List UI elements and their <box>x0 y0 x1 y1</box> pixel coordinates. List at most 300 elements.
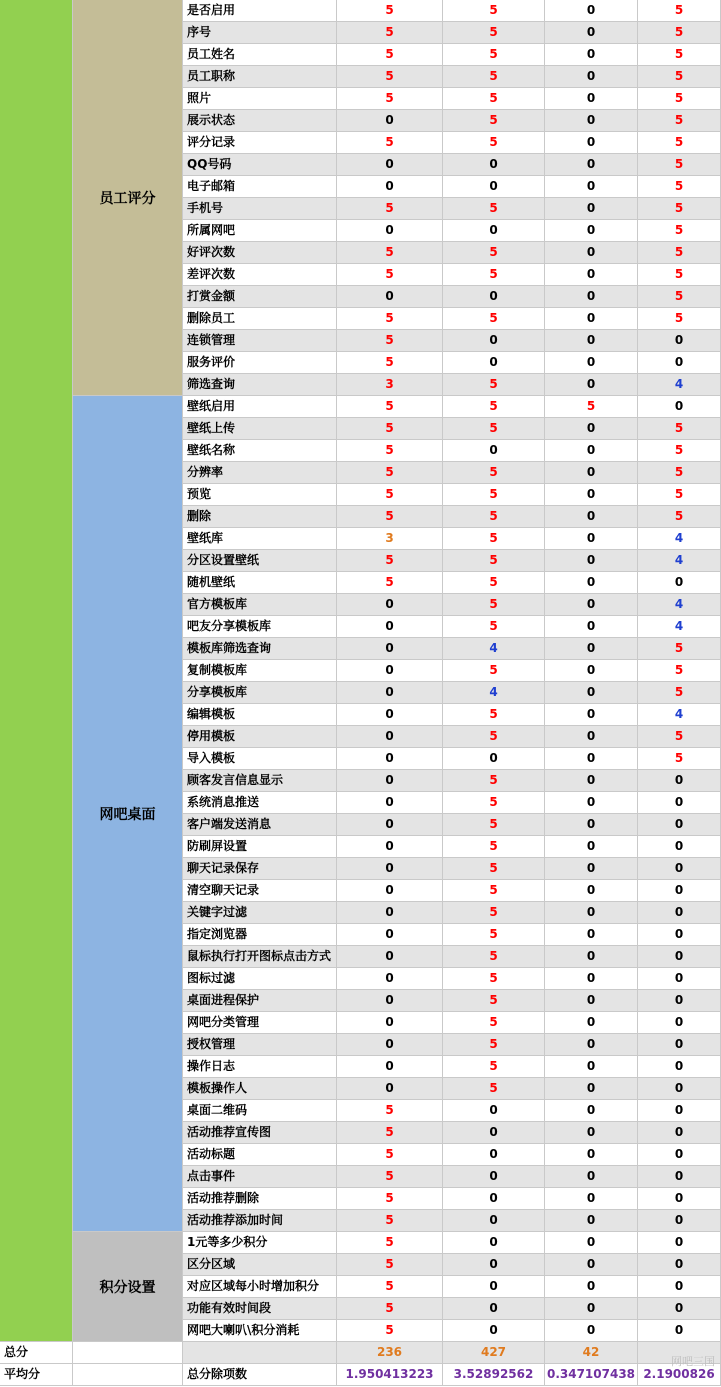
item-name: 模板库筛选查询 <box>183 638 337 660</box>
score-cell: 5 <box>337 1122 443 1144</box>
score-cell: 5 <box>443 110 545 132</box>
item-name: 对应区域每小时增加积分 <box>183 1276 337 1298</box>
score-cell: 5 <box>638 726 721 748</box>
score-cell: 0 <box>545 484 638 506</box>
score-cell: 5 <box>638 682 721 704</box>
score-cell: 4 <box>443 682 545 704</box>
score-cell: 5 <box>337 440 443 462</box>
score-cell: 5 <box>443 968 545 990</box>
score-cell: 5 <box>337 264 443 286</box>
score-cell: 0 <box>443 1320 545 1342</box>
score-cell: 5 <box>337 506 443 528</box>
item-name: 活动标题 <box>183 1144 337 1166</box>
score-cell: 0 <box>638 792 721 814</box>
score-cell: 0 <box>545 1320 638 1342</box>
score-cell: 0 <box>638 1166 721 1188</box>
score-cell: 0 <box>638 858 721 880</box>
score-cell: 0 <box>545 748 638 770</box>
score-cell: 5 <box>337 242 443 264</box>
item-name: 好评次数 <box>183 242 337 264</box>
score-cell: 4 <box>638 704 721 726</box>
score-cell: 0 <box>337 154 443 176</box>
score-cell: 0 <box>545 814 638 836</box>
score-cell: 0 <box>545 792 638 814</box>
score-cell: 5 <box>443 924 545 946</box>
score-cell: 5 <box>337 1254 443 1276</box>
item-name: 图标过滤 <box>183 968 337 990</box>
score-cell: 5 <box>638 66 721 88</box>
score-cell: 0 <box>545 770 638 792</box>
score-cell: 0 <box>545 902 638 924</box>
item-name: 预览 <box>183 484 337 506</box>
score-cell: 0 <box>545 418 638 440</box>
item-name: 模板操作人 <box>183 1078 337 1100</box>
score-cell: 0 <box>638 836 721 858</box>
score-cell: 0 <box>638 1078 721 1100</box>
item-name: 1元等多少积分 <box>183 1232 337 1254</box>
score-cell: 0 <box>545 660 638 682</box>
score-cell: 5 <box>337 132 443 154</box>
score-cell: 5 <box>337 418 443 440</box>
score-cell: 0 <box>443 154 545 176</box>
score-cell: 0 <box>638 1188 721 1210</box>
score-cell: 0 <box>638 924 721 946</box>
item-name: 编辑模板 <box>183 704 337 726</box>
score-cell: 5 <box>337 484 443 506</box>
score-cell: 5 <box>443 858 545 880</box>
score-cell: 0 <box>545 550 638 572</box>
score-cell: 0 <box>545 1144 638 1166</box>
item-name: 鼠标执行打开图标点击方式 <box>183 946 337 968</box>
score-cell: 0 <box>638 1232 721 1254</box>
item-name: QQ号码 <box>183 154 337 176</box>
score-cell: 0 <box>638 330 721 352</box>
score-cell: 5 <box>337 462 443 484</box>
score-cell: 0 <box>545 110 638 132</box>
item-name: 展示状态 <box>183 110 337 132</box>
score-cell: 0 <box>545 220 638 242</box>
score-cell: 0 <box>545 242 638 264</box>
watermark: 网吧三国 <box>671 1355 715 1368</box>
score-cell: 0 <box>545 616 638 638</box>
score-cell: 0 <box>545 1078 638 1100</box>
score-cell: 5 <box>337 330 443 352</box>
score-cell: 5 <box>337 198 443 220</box>
score-cell: 0 <box>638 1122 721 1144</box>
score-cell: 5 <box>638 198 721 220</box>
score-cell: 0 <box>443 1100 545 1122</box>
item-name: 评分记录 <box>183 132 337 154</box>
score-cell: 0 <box>545 1166 638 1188</box>
item-name: 防刷屏设置 <box>183 836 337 858</box>
score-cell: 5 <box>337 22 443 44</box>
score-cell: 0 <box>638 902 721 924</box>
item-name: 功能有效时间段 <box>183 1298 337 1320</box>
score-cell: 0 <box>337 726 443 748</box>
score-cell: 0 <box>545 1034 638 1056</box>
score-cell: 0 <box>337 220 443 242</box>
score-cell: 5 <box>337 308 443 330</box>
score-cell: 0 <box>443 1188 545 1210</box>
score-cell: 0 <box>443 330 545 352</box>
item-name: 壁纸名称 <box>183 440 337 462</box>
score-cell: 0 <box>545 836 638 858</box>
score-cell: 5 <box>638 286 721 308</box>
score-cell: 0 <box>545 0 638 22</box>
score-cell: 5 <box>443 22 545 44</box>
item-name: 操作日志 <box>183 1056 337 1078</box>
score-cell: 0 <box>638 1144 721 1166</box>
score-cell: 0 <box>443 748 545 770</box>
score-cell: 4 <box>638 616 721 638</box>
item-name: 客户端发送消息 <box>183 814 337 836</box>
score-cell: 5 <box>443 572 545 594</box>
score-cell: 0 <box>638 770 721 792</box>
score-cell: 5 <box>443 88 545 110</box>
item-name: 停用模板 <box>183 726 337 748</box>
score-cell: 5 <box>638 308 721 330</box>
score-cell: 5 <box>545 396 638 418</box>
score-cell: 0 <box>638 1100 721 1122</box>
score-cell: 5 <box>443 616 545 638</box>
score-cell: 0 <box>638 1056 721 1078</box>
score-cell: 5 <box>443 836 545 858</box>
score-cell: 0 <box>545 1298 638 1320</box>
total-spacer <box>73 1342 183 1364</box>
score-cell: 5 <box>638 176 721 198</box>
score-cell: 5 <box>443 418 545 440</box>
score-cell: 5 <box>337 550 443 572</box>
score-cell: 0 <box>545 1100 638 1122</box>
item-name: 照片 <box>183 88 337 110</box>
score-cell: 0 <box>545 1254 638 1276</box>
score-cell: 0 <box>638 352 721 374</box>
item-name: 分区设置壁纸 <box>183 550 337 572</box>
score-cell: 5 <box>443 66 545 88</box>
score-cell: 5 <box>443 1056 545 1078</box>
score-cell: 0 <box>638 1034 721 1056</box>
score-cell: 5 <box>638 264 721 286</box>
score-cell: 0 <box>545 880 638 902</box>
item-name: 系统消息推送 <box>183 792 337 814</box>
score-cell: 0 <box>545 176 638 198</box>
item-name: 删除 <box>183 506 337 528</box>
score-cell: 0 <box>545 638 638 660</box>
item-name: 手机号 <box>183 198 337 220</box>
score-cell: 5 <box>638 154 721 176</box>
score-cell: 5 <box>337 1276 443 1298</box>
score-cell: 5 <box>638 506 721 528</box>
score-cell: 0 <box>337 748 443 770</box>
item-name: 筛选查询 <box>183 374 337 396</box>
score-cell: 0 <box>337 858 443 880</box>
score-cell: 0 <box>443 352 545 374</box>
score-cell: 0 <box>638 1012 721 1034</box>
item-name: 电子邮箱 <box>183 176 337 198</box>
score-cell: 0 <box>545 572 638 594</box>
score-cell: 5 <box>337 1166 443 1188</box>
score-cell: 5 <box>443 594 545 616</box>
score-cell: 0 <box>337 616 443 638</box>
item-name: 壁纸上传 <box>183 418 337 440</box>
score-cell: 0 <box>337 946 443 968</box>
score-cell: 5 <box>443 308 545 330</box>
score-cell: 5 <box>443 726 545 748</box>
score-cell: 5 <box>443 528 545 550</box>
average-spacer <box>73 1364 183 1386</box>
score-cell: 0 <box>545 1276 638 1298</box>
total-value: 236 <box>337 1342 443 1364</box>
score-cell: 0 <box>443 1122 545 1144</box>
score-cell: 0 <box>545 44 638 66</box>
score-cell: 0 <box>337 770 443 792</box>
item-name: 复制模板库 <box>183 660 337 682</box>
score-cell: 5 <box>638 132 721 154</box>
score-cell: 0 <box>337 902 443 924</box>
score-cell: 0 <box>545 924 638 946</box>
score-cell: 5 <box>337 1320 443 1342</box>
item-name: 差评次数 <box>183 264 337 286</box>
score-cell: 0 <box>545 1188 638 1210</box>
score-cell: 0 <box>638 1276 721 1298</box>
score-cell: 0 <box>638 814 721 836</box>
score-cell: 0 <box>545 682 638 704</box>
item-name: 所属网吧 <box>183 220 337 242</box>
score-cell: 5 <box>638 440 721 462</box>
score-cell: 5 <box>337 88 443 110</box>
item-name: 官方模板库 <box>183 594 337 616</box>
score-cell: 5 <box>638 220 721 242</box>
score-cell: 4 <box>443 638 545 660</box>
score-cell: 0 <box>638 572 721 594</box>
score-cell: 0 <box>443 176 545 198</box>
score-cell: 0 <box>545 154 638 176</box>
score-cell: 0 <box>337 176 443 198</box>
item-name: 是否启用 <box>183 0 337 22</box>
score-cell: 0 <box>337 814 443 836</box>
score-cell: 0 <box>638 946 721 968</box>
item-name: 顾客发言信息显示 <box>183 770 337 792</box>
score-cell: 4 <box>638 528 721 550</box>
score-cell: 0 <box>337 286 443 308</box>
score-cell: 0 <box>337 990 443 1012</box>
score-cell: 3 <box>337 374 443 396</box>
score-cell: 5 <box>337 66 443 88</box>
score-cell: 5 <box>443 484 545 506</box>
score-cell: 0 <box>545 1056 638 1078</box>
score-cell: 5 <box>337 1232 443 1254</box>
score-cell: 5 <box>638 418 721 440</box>
total-value: 42 <box>545 1342 638 1364</box>
score-cell: 0 <box>545 968 638 990</box>
score-cell: 5 <box>443 44 545 66</box>
score-cell: 5 <box>638 44 721 66</box>
item-name: 区分区域 <box>183 1254 337 1276</box>
score-cell: 5 <box>638 748 721 770</box>
score-cell: 0 <box>337 1012 443 1034</box>
score-cell: 5 <box>443 990 545 1012</box>
score-cell: 5 <box>443 198 545 220</box>
score-cell: 0 <box>337 110 443 132</box>
score-cell: 0 <box>337 792 443 814</box>
score-cell: 5 <box>443 1012 545 1034</box>
score-cell: 5 <box>443 550 545 572</box>
score-cell: 0 <box>337 1034 443 1056</box>
total-desc <box>183 1342 337 1364</box>
score-cell: 5 <box>443 770 545 792</box>
score-cell: 0 <box>443 440 545 462</box>
score-cell: 5 <box>638 484 721 506</box>
item-name: 分辨率 <box>183 462 337 484</box>
score-cell: 0 <box>545 594 638 616</box>
score-cell: 0 <box>545 352 638 374</box>
score-cell: 5 <box>443 946 545 968</box>
average-desc: 总分除项数 <box>183 1364 337 1386</box>
average-value: 2.1900826 <box>638 1364 721 1386</box>
score-cell: 5 <box>638 88 721 110</box>
item-name: 点击事件 <box>183 1166 337 1188</box>
score-cell: 5 <box>443 264 545 286</box>
item-name: 桌面二维码 <box>183 1100 337 1122</box>
category-column <box>0 0 73 1342</box>
item-name: 打赏金额 <box>183 286 337 308</box>
score-cell: 5 <box>443 660 545 682</box>
average-label: 平均分 <box>0 1364 73 1386</box>
score-cell: 5 <box>638 0 721 22</box>
group-label: 员工评分 <box>73 0 183 396</box>
score-cell: 5 <box>638 660 721 682</box>
score-cell: 0 <box>638 396 721 418</box>
item-name: 活动推荐宣传图 <box>183 1122 337 1144</box>
score-cell: 0 <box>638 1254 721 1276</box>
score-cell: 5 <box>443 814 545 836</box>
score-cell: 0 <box>545 66 638 88</box>
score-cell: 0 <box>545 462 638 484</box>
score-cell: 5 <box>337 572 443 594</box>
item-name: 壁纸启用 <box>183 396 337 418</box>
score-cell: 0 <box>443 1232 545 1254</box>
score-cell: 0 <box>443 1166 545 1188</box>
score-cell: 0 <box>545 374 638 396</box>
score-cell: 5 <box>337 44 443 66</box>
score-cell: 0 <box>545 1012 638 1034</box>
item-name: 导入模板 <box>183 748 337 770</box>
score-cell: 5 <box>638 462 721 484</box>
score-cell: 0 <box>638 968 721 990</box>
score-cell: 0 <box>443 220 545 242</box>
item-name: 活动推荐删除 <box>183 1188 337 1210</box>
score-cell: 0 <box>337 836 443 858</box>
score-cell: 4 <box>638 594 721 616</box>
score-cell: 0 <box>337 1078 443 1100</box>
score-cell: 4 <box>638 550 721 572</box>
score-cell: 5 <box>443 506 545 528</box>
total-value: 427 <box>443 1342 545 1364</box>
score-cell: 5 <box>443 132 545 154</box>
score-cell: 0 <box>545 330 638 352</box>
item-name: 分享模板库 <box>183 682 337 704</box>
score-cell: 5 <box>337 396 443 418</box>
score-cell: 5 <box>443 902 545 924</box>
item-name: 员工姓名 <box>183 44 337 66</box>
score-cell: 0 <box>545 704 638 726</box>
score-cell: 0 <box>337 1056 443 1078</box>
item-name: 随机壁纸 <box>183 572 337 594</box>
score-cell: 0 <box>545 88 638 110</box>
score-cell: 0 <box>443 1276 545 1298</box>
score-cell: 5 <box>337 1210 443 1232</box>
score-cell: 0 <box>545 858 638 880</box>
score-cell: 0 <box>337 968 443 990</box>
score-cell: 0 <box>443 1298 545 1320</box>
item-name: 网吧分类管理 <box>183 1012 337 1034</box>
score-cell: 0 <box>545 1210 638 1232</box>
score-cell: 0 <box>545 198 638 220</box>
score-cell: 0 <box>638 880 721 902</box>
item-name: 连锁管理 <box>183 330 337 352</box>
score-cell: 5 <box>638 110 721 132</box>
item-name: 清空聊天记录 <box>183 880 337 902</box>
score-cell: 0 <box>545 528 638 550</box>
score-cell: 0 <box>337 660 443 682</box>
score-cell: 5 <box>443 1034 545 1056</box>
score-cell: 0 <box>545 286 638 308</box>
item-name: 员工职称 <box>183 66 337 88</box>
score-cell: 5 <box>638 22 721 44</box>
item-name: 指定浏览器 <box>183 924 337 946</box>
item-name: 关键字过滤 <box>183 902 337 924</box>
group-label: 网吧桌面 <box>73 396 183 1232</box>
item-name: 吧友分享模板库 <box>183 616 337 638</box>
total-label: 总分 <box>0 1342 73 1364</box>
item-name: 壁纸库 <box>183 528 337 550</box>
item-name: 授权管理 <box>183 1034 337 1056</box>
score-cell: 5 <box>337 1100 443 1122</box>
score-cell: 5 <box>443 704 545 726</box>
score-cell: 5 <box>638 242 721 264</box>
score-cell: 5 <box>443 462 545 484</box>
score-cell: 0 <box>545 946 638 968</box>
item-name: 服务评价 <box>183 352 337 374</box>
score-cell: 0 <box>337 682 443 704</box>
score-cell: 5 <box>443 242 545 264</box>
score-cell: 0 <box>545 132 638 154</box>
score-cell: 0 <box>545 308 638 330</box>
score-cell: 0 <box>443 286 545 308</box>
score-cell: 0 <box>545 22 638 44</box>
score-cell: 0 <box>443 1210 545 1232</box>
score-cell: 0 <box>337 594 443 616</box>
score-cell: 5 <box>337 352 443 374</box>
score-cell: 0 <box>545 264 638 286</box>
score-cell: 0 <box>545 990 638 1012</box>
score-cell: 0 <box>337 924 443 946</box>
item-name: 序号 <box>183 22 337 44</box>
score-cell: 0 <box>337 880 443 902</box>
item-name: 删除员工 <box>183 308 337 330</box>
score-cell: 0 <box>638 1210 721 1232</box>
score-cell: 0 <box>443 1254 545 1276</box>
score-cell: 3 <box>337 528 443 550</box>
score-cell: 5 <box>443 792 545 814</box>
score-cell: 5 <box>443 1078 545 1100</box>
score-cell: 5 <box>337 1298 443 1320</box>
score-cell: 0 <box>545 440 638 462</box>
average-value: 1.950413223 <box>337 1364 443 1386</box>
score-cell: 0 <box>638 1320 721 1342</box>
score-cell: 5 <box>443 396 545 418</box>
score-cell: 4 <box>638 374 721 396</box>
